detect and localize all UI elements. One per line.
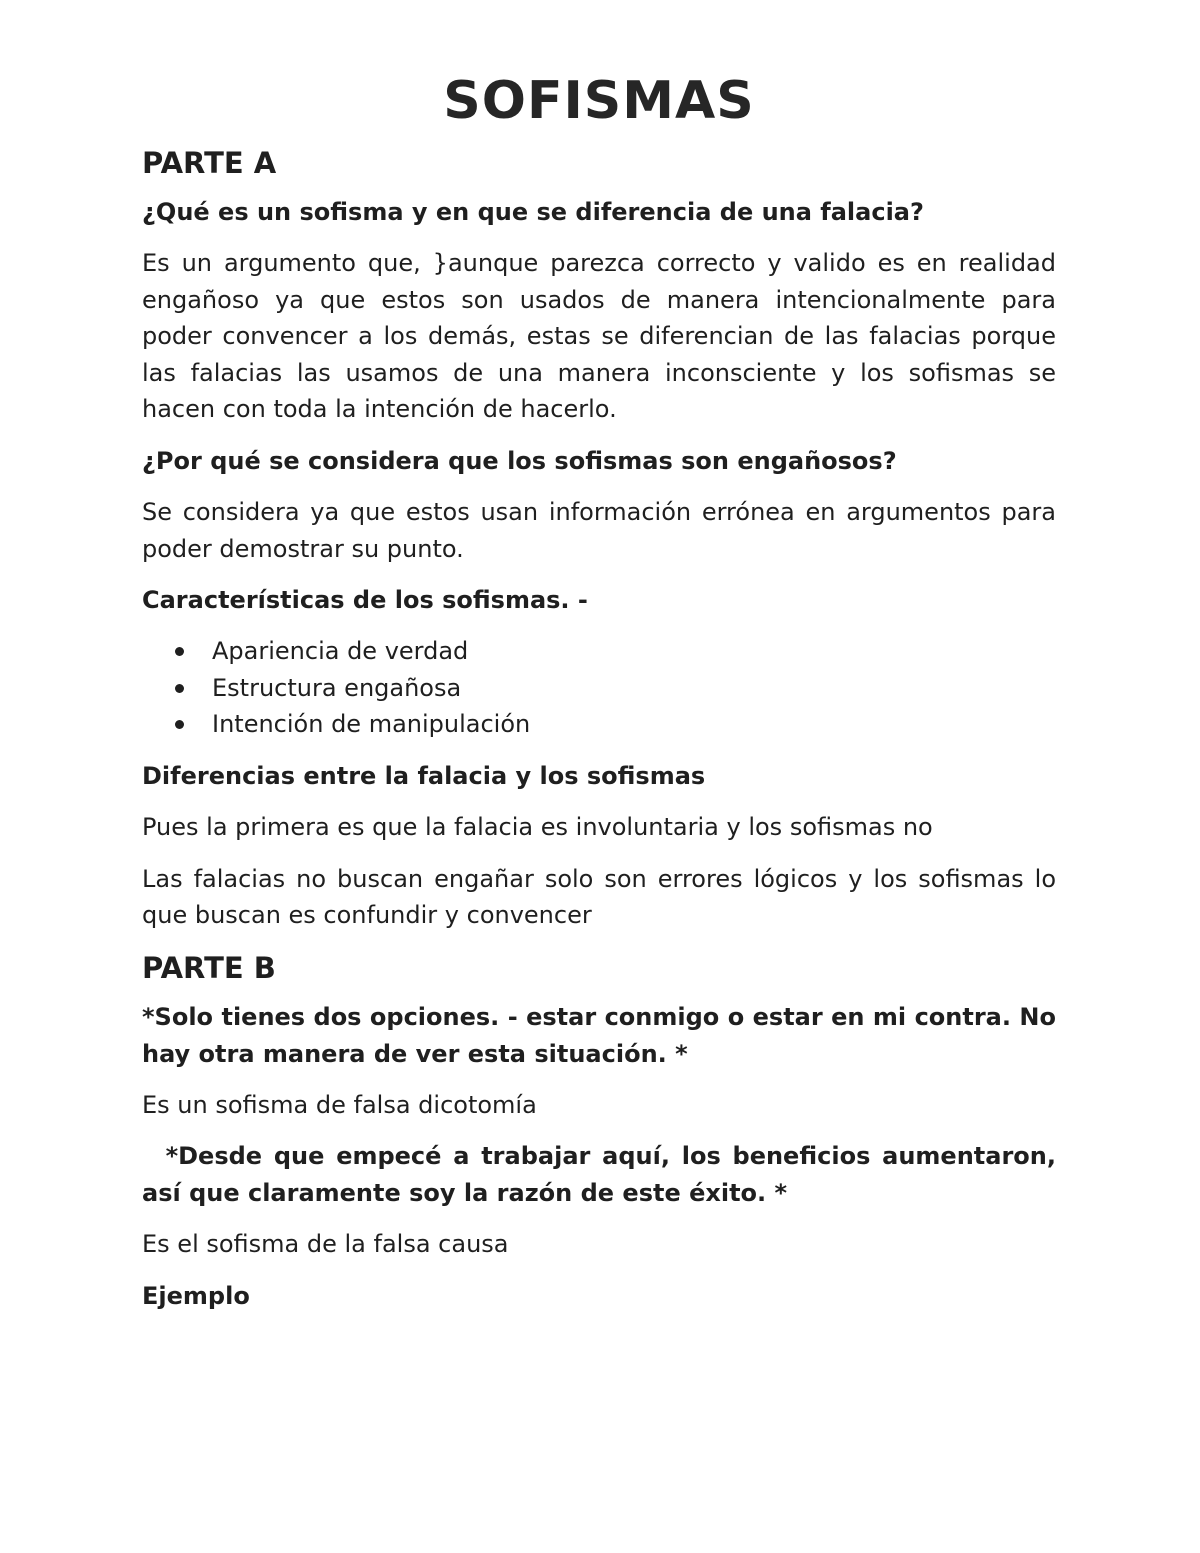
case-falsa-causa: *Desde que empecé a trabajar aquí, los beneficios aumentaron, así que claramente soy la razón de este éxito. * bbox=[142, 1142, 1065, 1208]
answer-diferencias-line1: Pues la primera es que la falacia es involuntaria y los sofismas no bbox=[142, 812, 933, 841]
bullet-icon bbox=[175, 720, 184, 729]
list-item-text: Intención de manipulación bbox=[212, 710, 531, 739]
question-sofisma-vs-falacia: ¿Qué es un sofisma y en que se diferencia de una falacia? bbox=[142, 198, 924, 226]
list-item bbox=[142, 633, 1056, 670]
section-heading-parte-b: PARTE B bbox=[142, 950, 276, 985]
question-diferencias: Diferencias entre la falacia y los sofismas bbox=[142, 761, 706, 790]
case-falsa-dicotomia: *Solo tienes dos opciones. - estar conmigo o estar en mi contra. No hay otra manera de ver esta situación. * bbox=[142, 1002, 1056, 1068]
characteristics-list bbox=[142, 633, 1056, 743]
answer-falsa-dicotomia: Es un sofisma de falsa dicotomía bbox=[142, 1090, 537, 1119]
bullet-icon bbox=[175, 647, 184, 656]
document-title: SOFISMAS bbox=[443, 71, 755, 131]
answer-diferencias-line2: Las falacias no buscan engañar solo son errores lógicos y los sofismas lo que buscan es confundir y convencer bbox=[142, 864, 1056, 930]
list-item-text: Apariencia de verdad bbox=[212, 637, 469, 666]
list-item-text: Estructura engañosa bbox=[212, 673, 462, 702]
document-page bbox=[142, 66, 1065, 1329]
answer-falsa-causa: Es el sofisma de la falsa causa bbox=[142, 1230, 509, 1259]
section-heading-parte-a: PARTE A bbox=[142, 146, 277, 180]
question-caracteristicas: Características de los sofismas. - bbox=[142, 586, 588, 615]
answer-sofisma-vs-falacia: Es un argumento que, }aunque parezca correcto y valido es en realidad engañoso ya que estos son usados de manera intencionalmente para poder convencer a los demás, estas se diferencian de las falacias porque las falacias las usamos de una manera inconsciente y los sofismas se hacen con toda la intención de hacerlo. bbox=[142, 249, 1056, 424]
example-label: Ejemplo bbox=[142, 1281, 250, 1310]
bullet-icon bbox=[175, 684, 184, 693]
answer-por-que-enganosos: Se considera ya que estos usan información errónea en argumentos para poder demostrar su punto. bbox=[142, 497, 1056, 563]
list-item bbox=[142, 670, 1056, 707]
list-item bbox=[142, 706, 1056, 743]
question-por-que-enganosos: ¿Por qué se considera que los sofismas son engañosos? bbox=[142, 446, 897, 475]
